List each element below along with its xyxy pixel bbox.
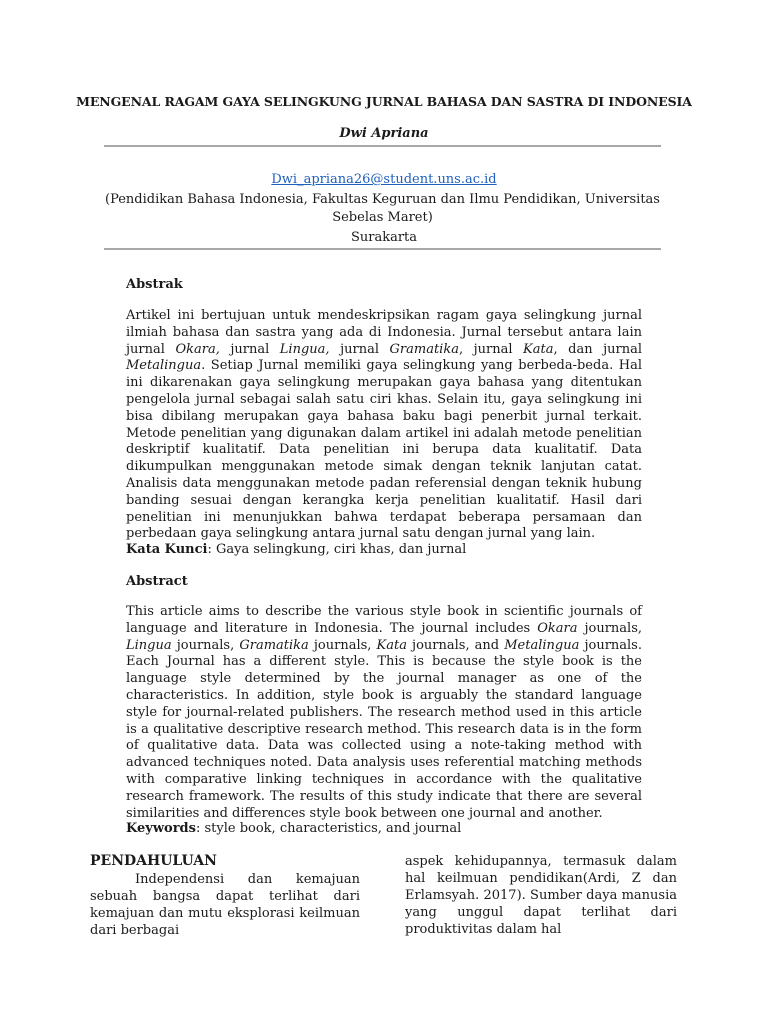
abstrak-paragraph: Artikel ini bertujuan untuk mendeskripsikan ragam gaya selingkung jurnal ilmiah bahasa dan sastra yang ada di Indonesia. Jurnal tersebut antara lain jurnal Okara, jurnal Lingua, jurnal Gramatika, jurnal Kata, dan jurnal Metalingua. Setiap Jurnal memiliki gaya selingkung yang berbeda-beda. Hal ini dikarenakan gaya selingkung merupakan gaya bahasa yang ditentukan pengelola jurnal sebagai salah satu ciri khas. Selain itu, gaya selingkung ini bisa dibilang merupakan gaya bahasa baku bagi penerbit jurnal terkait. Metode penelitian yang digunakan dalam artikel ini adalah metode penelitian deskriptif kualitatif. Data penelitian ini berupa data kualitatif. Data dikumpulkan menggunakan metode simak dengan teknik lanjutan catat. Analisis data menggunakan metode padan referensial dengan teknik hubung banding sesuai dengan kerangka kerja penelitian kualitatif. Hasil dari penelitian ini menunjukkan bahwa terdapat beberapa persamaan dan perbedaan gaya selingkung antara jurnal satu dengan jurnal yang lain. (126, 308, 643, 542)
kata-kunci: Kata Kunci: Gaya selingkung, ciri khas, dan jurnal (126, 542, 467, 557)
keywords: Keywords: style book, characteristics, and journal (126, 821, 462, 836)
pendahuluan-column-left: Independensi dan kemajuan sebuah bangsa dapat terlihat dari kemajuan dan mutu eksplorasi keilmuan dari berbagai (90, 872, 360, 938)
author-affiliation: (Pendidikan Bahasa Indonesia, Fakultas Keguruan dan Ilmu Pendidikan, Universitas Sebelas Maret) (105, 192, 660, 225)
divider-bottom (104, 248, 661, 250)
pendahuluan-column-right: aspek kehidupannya, termasuk dalam hal keilmuan pendidikan(Ardi, Z dan Erlamsyah. 2017). Sumber daya manusia yang unggul dapat terlihat dari produktivitas dalam hal (405, 854, 677, 937)
author-email-link[interactable]: Dwi_apriana26@student.uns.ac.id (271, 172, 497, 187)
abstract-paragraph: This article aims to describe the various style book in scientific journals of language and literature in Indonesia. The journal includes Okara journals, Lingua journals, Gramatika journals, Kata journals, and Metalingua journals. Each Journal has a different style. This is because the style book is the language style determined by the journal manager as one of the characteristics. In addition, style book is arguably the standard language style for journal-related publishers. The research method used in this article is a qualitative descriptive research method. This research data is in the form of qualitative data. Data was collected using a note-taking method with advanced techniques noted. Data analysis uses referential matching methods with comparative linking techniques in accordance with the qualitative research framework. The results of this study indicate that there are several similarities and differences style book between one journal and another. (126, 604, 642, 821)
paper-title: MENGENAL RAGAM GAYA SELINGKUNG JURNAL BAHASA DAN SASTRA DI INDONESIA (76, 94, 692, 109)
author-city: Surakarta (350, 230, 418, 245)
pendahuluan-heading: PENDAHULUAN (90, 853, 217, 869)
abstract-heading: Abstract (126, 574, 188, 589)
author-name: Dwi Apriana (339, 126, 429, 141)
abstrak-heading: Abstrak (126, 277, 183, 292)
divider-top (104, 145, 661, 147)
